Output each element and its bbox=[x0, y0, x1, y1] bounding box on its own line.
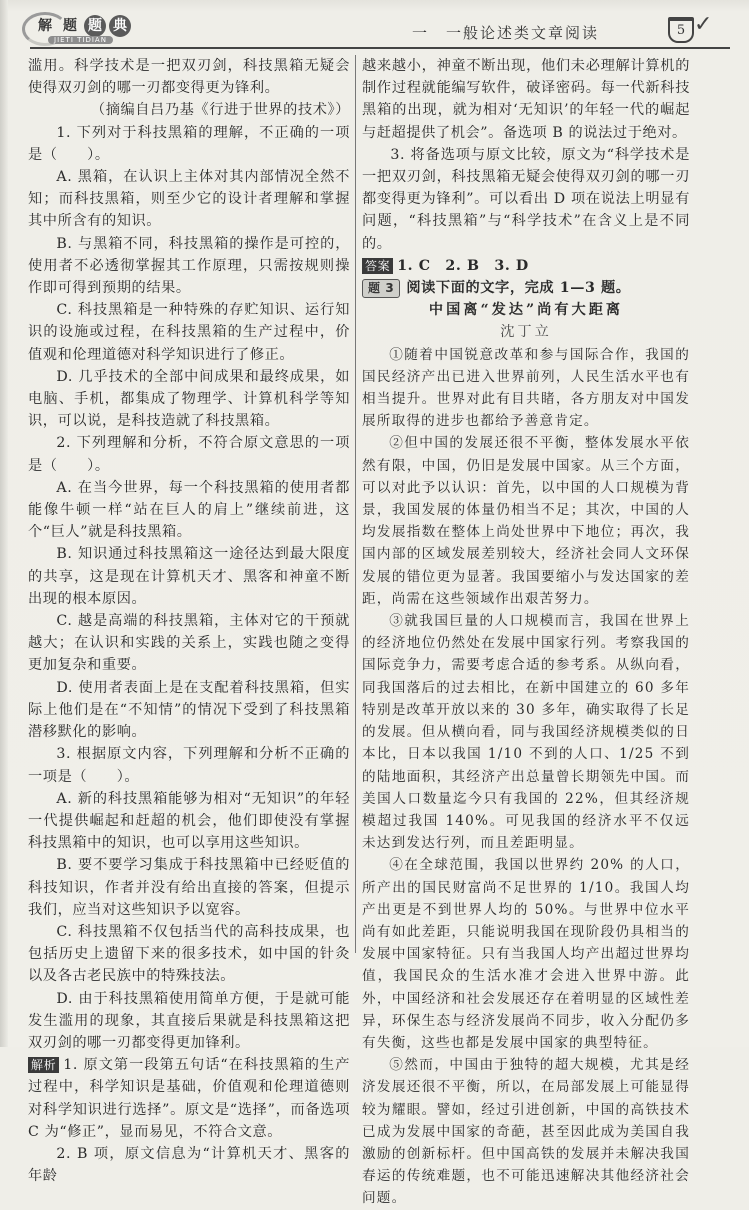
q1-option-c: C. 科技黑箱是一种特殊的存贮知识、运行知识的设施或过程，在科技黑箱的生产过程中，价值观和伦理道德对科学知识进行了修正。 bbox=[28, 302, 350, 363]
q1-option-d: D. 几乎技术的全部中间成果和最终成果，如电脑、手机，都集成了物理学、计算机科学等知识，可以说，是科技造就了科技黑箱。 bbox=[28, 368, 350, 430]
q3-option-c: C. 科技黑箱不仅包括当代的高科技成果，也包括历史上遗留下来的很多技术，如中国的针灸以及各古老民族中的特殊技法。 bbox=[28, 923, 350, 985]
analysis-3: 3. 将备选项与原文比较，原文为“科学技术是一把双刃剑，科技黑箱无疑会使得双刃剑的哪一刃都变得更为锋利”。可以看出 D 项在说法上明显有问题，“科技黑箱”与“科学技术”在含义上是不同的。 bbox=[362, 146, 690, 252]
article-title: 中国离“发达”尚有大距离 bbox=[428, 302, 624, 319]
q3-option-d: D. 由于科技黑箱使用简单方便，于是就可能发生滥用的现象，其直接后果就是科技黑箱这把双刃剑的哪一刃都变得更加锋利。 bbox=[28, 990, 350, 1051]
answer-tag: 答案 bbox=[362, 258, 393, 274]
passage-source: （摘编自吕乃基《行进于世界的技术》） bbox=[90, 102, 350, 119]
logo-char: 典 bbox=[109, 15, 131, 37]
analysis-2-start: 2. B 项，原文信息为“计算机天才、黑客的年龄 bbox=[28, 1145, 350, 1185]
analysis-tag: 解析 bbox=[28, 1057, 59, 1073]
page-number: 5 bbox=[668, 17, 694, 43]
q1-option-a: A. 黑箱，在认识上主体对其内部情况全然不知；而科技黑箱，则至少它的设计者理解和掌握其中所含有的知识。 bbox=[28, 169, 350, 230]
logo-char: 题 bbox=[84, 15, 106, 37]
analysis-2-continued: 越来越小，神童不断出现，他们未必理解计算机的制作过程就能编写软件，破译密码。每一代新科技黑箱的出现，就为相对‘无知识’的年轻一代的崛起与赶超提供了机会”。备选项 B 的说法过于绝对。 bbox=[362, 58, 690, 141]
q2-option-d: D. 使用者表面上是在支配着科技黑箱，但实际上他们是在“不知情”的情况下受到了科技黑箱潜移默化的影响。 bbox=[28, 679, 350, 741]
book-logo bbox=[22, 12, 172, 46]
question-3: 3. 根据原文内容，下列理解和分析不正确的一项是（ ）。 bbox=[28, 746, 350, 785]
analysis-1 bbox=[28, 1054, 350, 1143]
article-paragraph-4: ④在全球范围，我国以世界约 20% 的人口，所产出的国民财富尚不足世界的 1/10。我国人均产出更是不到世界人均的 50%。与世界中位水平尚有如此差距，只能说明我国在现阶段仍具相当的发展中国家特征。只有当我国人均产出超过世界均值，我国民众的生活水准才会进入世界中游。此外，中国经济和社会发展还存在着明显的区域性差异，环保生态与经济发展尚不同步，收入分配仍多有失衡，这些也都是发展中国家的典型特征。 bbox=[362, 857, 690, 1051]
article-paragraph-1: ①随着中国锐意改革和参与国际合作，我国的国民经济产出已进入世界前列，人民生活水平也有相当提升。世界对此有目共睹，各方朋友对中国发展所取得的进步也都给予善意肯定。 bbox=[362, 346, 690, 430]
article-paragraph-2: ②但中国的发展还很不平衡，整体发展水平依然有限，中国，仍旧是发展中国家。从三个方面，可以对此予以认识：首先，以中国的人口规模为背景，我国发展的体量仍相当不足；其次，中国的人均发展指数在整体上尚处世界中下地位；再次，我国内部的区域发展差别较大，经济社会同人文环保发展的错位更为显著。我国要缩小与发达国家的差距，尚需在这些领域作出艰苦努力。 bbox=[362, 435, 690, 607]
answer-line bbox=[362, 255, 690, 277]
answer-values: 1. C 2. B 3. D bbox=[397, 257, 529, 274]
analysis-1-text: 1. 原文第一段第五句话“在科技黑箱的生产过程中，科学知识是基础，价值观和伦理道德则对科学知识进行选择”。原文是“选择”，而备选项 C 为“修正”，显而易见，不符合文意。 bbox=[28, 1057, 350, 1140]
chapter-title: 一 一般论述类文章阅读 bbox=[412, 24, 600, 42]
question-2: 2. 下列理解和分析，不符合原文意思的一项是（ ）。 bbox=[28, 435, 350, 474]
task-instruction-line bbox=[362, 277, 690, 299]
right-column bbox=[362, 55, 690, 1210]
checkmark-icon: ✓ bbox=[694, 12, 713, 37]
passage-ending: 滥用。科学技术是一把双刃剑，科技黑箱无疑会使得双刃剑的哪一刃都变得更为锋利。 bbox=[28, 58, 350, 97]
q2-option-b: B. 知识通过科技黑箱这一途径达到最大限度的共享，这是现在计算机天才、黑客和神童不断出现的根本原因。 bbox=[28, 546, 350, 607]
q3-option-a: A. 新的科技黑箱能够为相对“无知识”的年轻一代提供崛起和赶超的机会，他们即使没有掌握科技黑箱中的知识，也可以享用这些知识。 bbox=[28, 790, 350, 852]
task-instruction: 阅读下面的文字，完成 1—3 题。 bbox=[406, 280, 631, 297]
article-author: 沈丁立 bbox=[500, 324, 552, 341]
page-binding-edge bbox=[0, 0, 8, 1047]
header-divider bbox=[30, 47, 730, 49]
logo-subtitle: JIETI TIDIAN bbox=[48, 36, 113, 44]
task-tag: 题 3 bbox=[362, 279, 400, 298]
q2-option-c: C. 越是高端的科技黑箱，主体对它的干预就越大；在认识和实践的关系上，实践也随之变得更加复杂和重要。 bbox=[28, 613, 350, 674]
q2-option-a: A. 在当今世界，每一个科技黑箱的使用者都能像牛顿一样“站在巨人的肩上”继续前进，这个“巨人”就是科技黑箱。 bbox=[28, 479, 350, 541]
column-divider bbox=[355, 55, 356, 953]
logo-char: 解 bbox=[38, 18, 52, 34]
q3-option-b: B. 要不要学习集成于科技黑箱中已经贬值的科技知识，作者并没有给出直接的答案，但提示我们，应当对这些知识予以宽容。 bbox=[28, 857, 350, 918]
page-header bbox=[0, 0, 749, 48]
logo-char: 题 bbox=[63, 18, 77, 34]
question-1: 1. 下列对于科技黑箱的理解，不正确的一项是（ ）。 bbox=[28, 124, 350, 163]
article-paragraph-5: ⑤然而，中国由于独特的超大规模，尤其是经济发展还很不平衡，所以，在局部发展上可能显得较为耀眼。譬如，经过引进创新，中国的高铁技术已成为发展中国家的奇葩，甚至因此成为美国自我激励的创新标杆。但中国高铁的发展并未解决我国春运的传统难题，也不可能迅速解决其他经济社会问题。 bbox=[362, 1057, 690, 1207]
article-paragraph-3: ③就我国巨量的人口规模而言，我国在世界上的经济地位仍然处在发展中国家行列。考察我国的国际竞争力，需要考虑合适的参考系。从纵向看，同我国落后的过去相比，在新中国建立的 60 多年特别是改革开放以来的 30 多年，确实取得了长足的发展。但从横向看，同与我国经济规模类似的日本比，日本以我国 1/10 不到的人口、1/25 不到的陆地面积，其经济产出总量曾长期领先中国。而美国人口数量迄今只有我国的 22%，但其经济规模超过我国 140%。可见我国的经济水平不仅远未达到发达行列，而且差距明显。 bbox=[362, 613, 690, 852]
q1-option-b: B. 与黑箱不同，科技黑箱的操作是可控的，使用者不必透彻掌握其工作原理，只需按规则操作即可得到预期的结果。 bbox=[28, 235, 350, 297]
left-column bbox=[28, 55, 350, 1187]
